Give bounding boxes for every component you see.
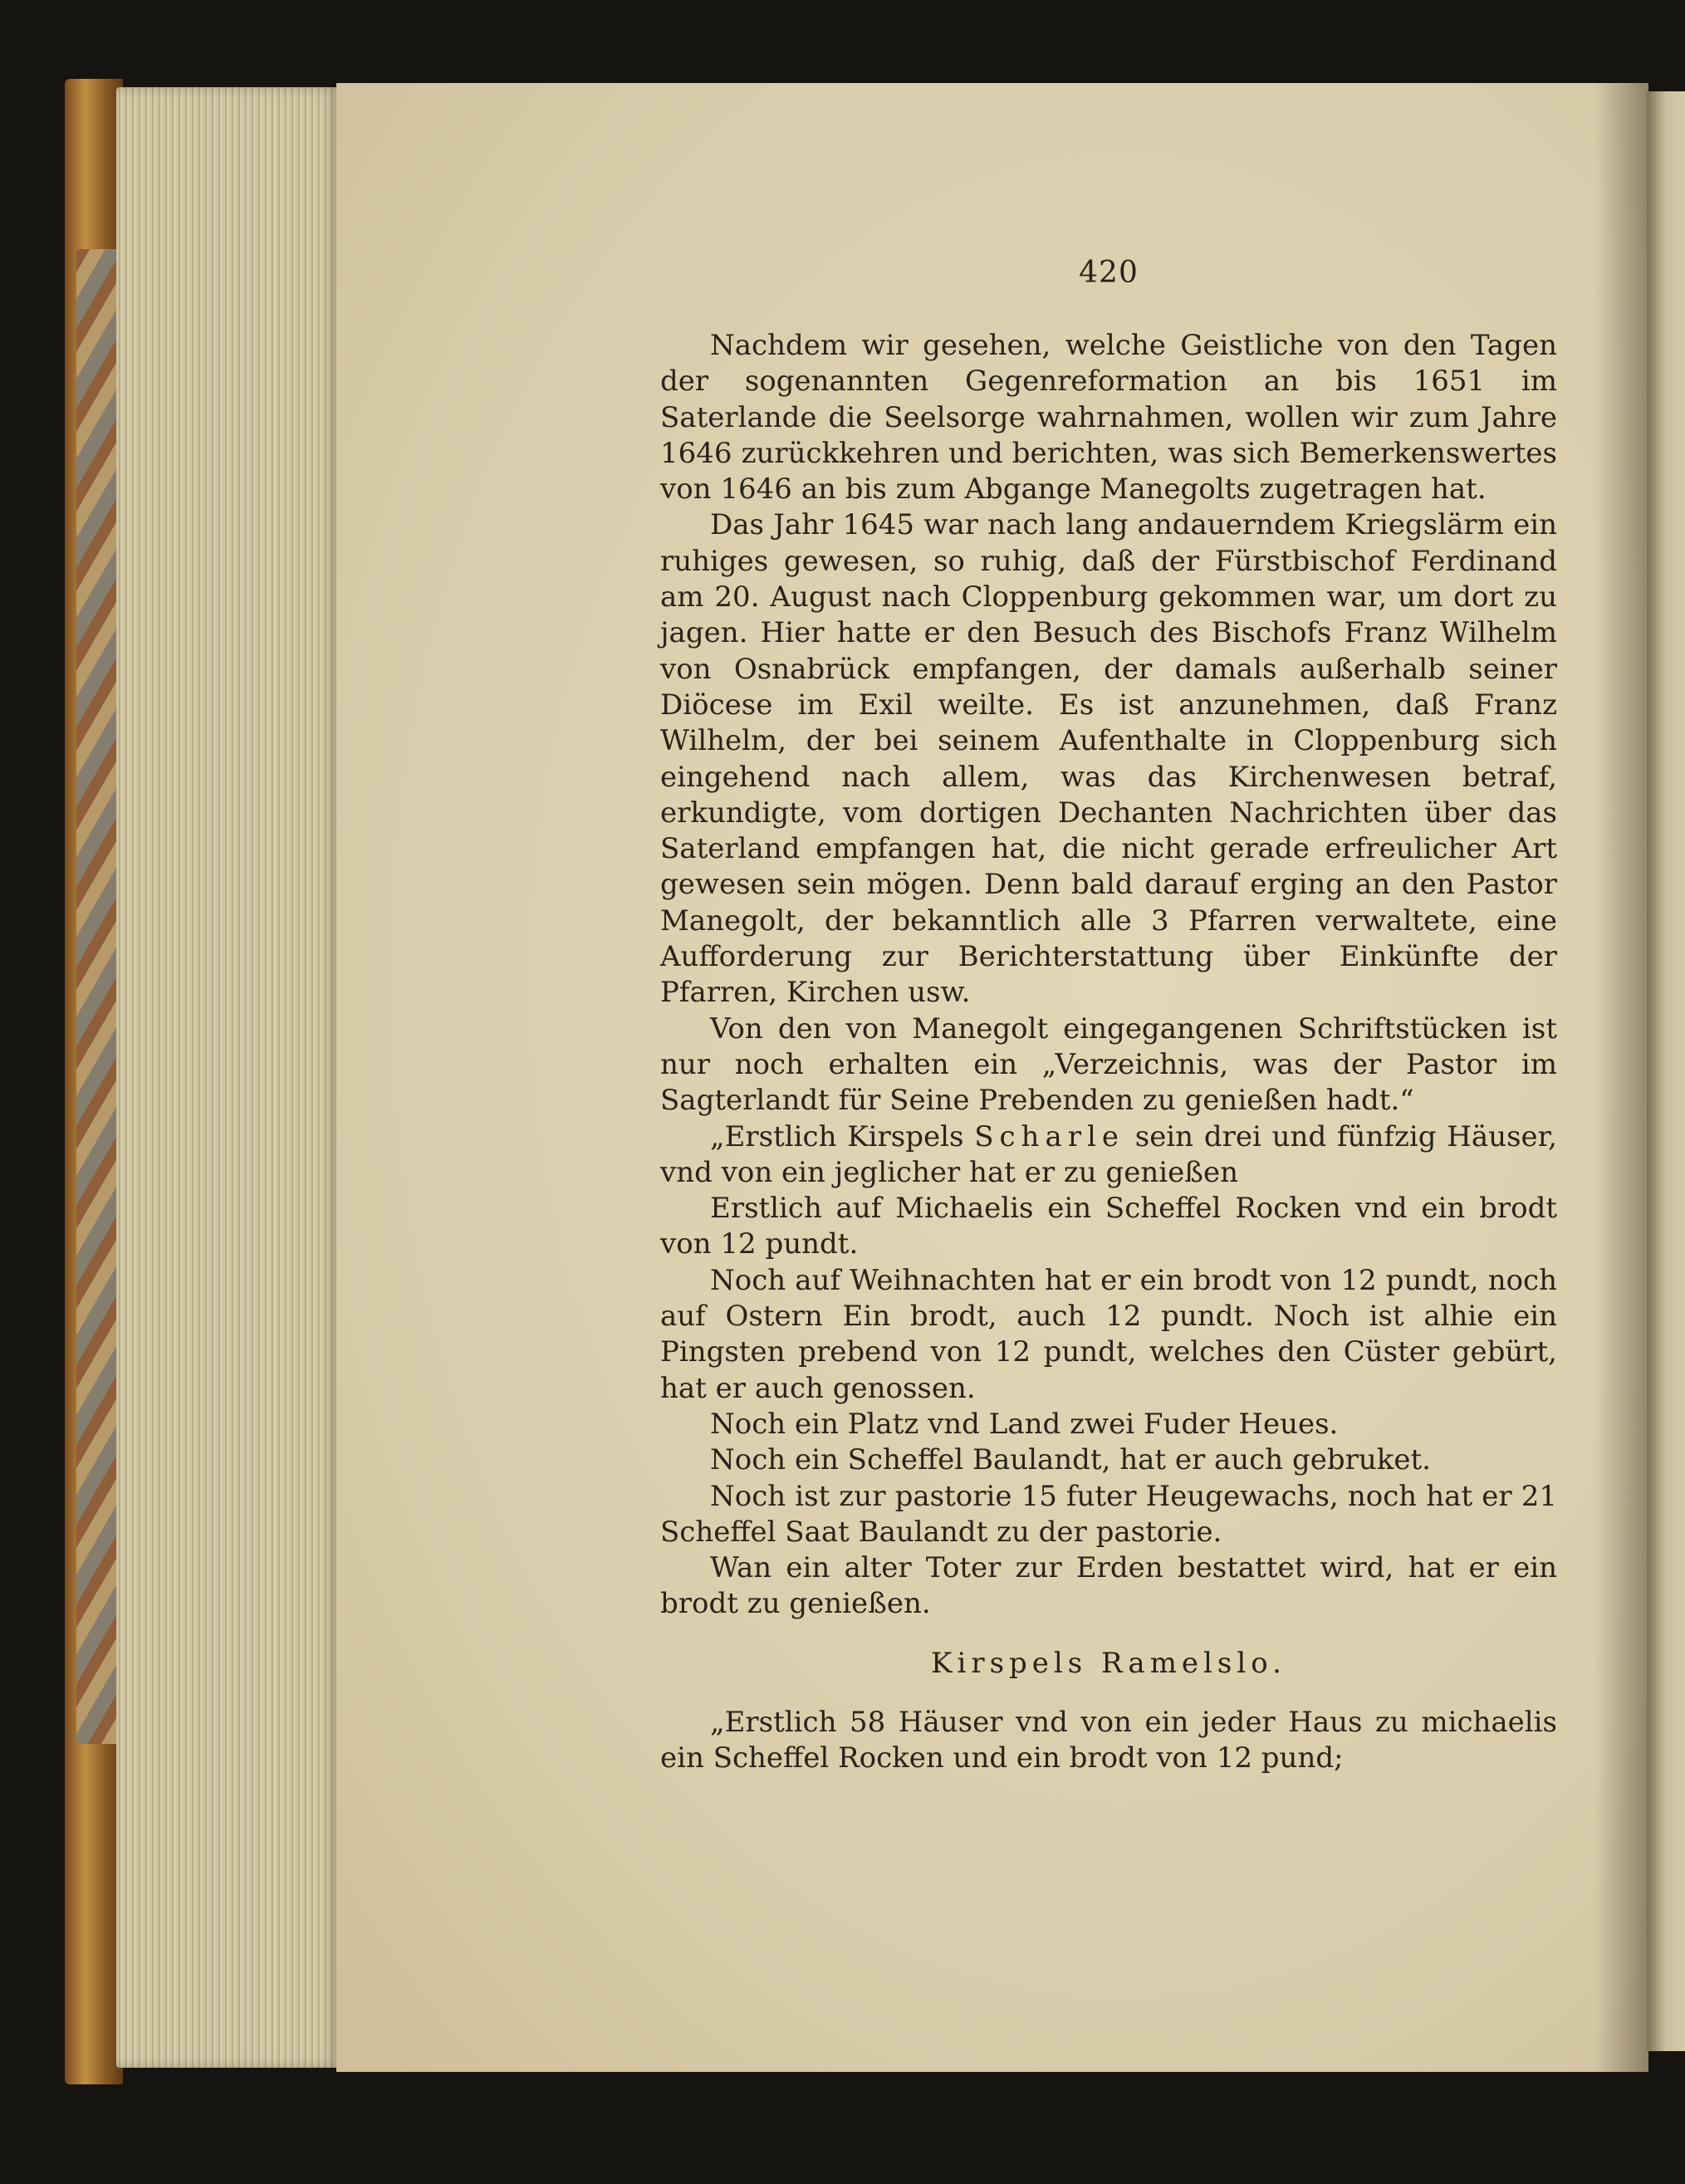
paragraph: Noch ein Scheffel Baulandt, hat er auch gebruket. [710, 1443, 1431, 1477]
paragraph-text: sein drei und fünfzig Häuser, vnd von ein jeglicher hat er zu genießen [660, 1119, 1557, 1189]
paragraph: Noch ein Platz vnd Land zwei Fuder Heues. [710, 1407, 1339, 1441]
place-name-spaced: Scharle [974, 1119, 1124, 1153]
paragraph: Von den von Manegolt eingegangenen Schriftstücken ist nur noch erhalten ein „Verzeichnis, was der Pastor im Sagterlandt für Seine Prebenden zu genießen hadt.“ [660, 1011, 1557, 1118]
paragraph: Noch auf Weihnachten hat er ein brodt von 12 pundt, noch auf Ostern Ein brodt, auch 12 pundt. Noch ist alhie ein Pingsten prebend von 12 pundt, welches den Cüster gebürt, hat er auch genossen. [660, 1263, 1557, 1405]
paragraph-text: „Erstlich Kirspels [710, 1119, 975, 1153]
section-heading: Kirspels Ramelslo. [931, 1646, 1286, 1680]
paragraph: Nachdem wir gesehen, welche Geistliche von den Tagen der sogenannten Gegenreformation an bis 1651 im Saterlande die Seelsorge wahrnahmen, wollen wir zum Jahre 1646 zurückkehren und berichten, was sich Bemerkenswertes von 1646 an bis zum Abgange Manegolts zugetragen hat. [660, 329, 1557, 507]
paragraph: Erstlich auf Michaelis ein Scheffel Rocken vnd ein brodt von 12 pundt. [660, 1192, 1557, 1261]
paragraph: „Erstlich 58 Häuser vnd von ein jeder Haus zu michaelis ein Scheffel Rocken und ein brodt von 12 pund; [660, 1705, 1557, 1775]
paragraph: Wan ein alter Toter zur Erden bestattet wird, hat er ein brodt zu genießen. [660, 1551, 1557, 1621]
paragraph [660, 1119, 1557, 1192]
page-edges-stack [116, 87, 340, 2068]
paragraph: Das Jahr 1645 war nach lang andauerndem Kriegslärm ein ruhiges gewesen, so ruhig, daß der Fürstbischof Ferdinand am 20. August nach Cloppenburg gekommen war, um dort zu jagen. Hier hatte er den Besuch des Bischofs Franz Wilhelm von Osnabrück empfangen, der damals außerhalb seiner Diöcese im Exil weilte. Es ist anzunehmen, daß Franz Wilhelm, der bei seinem Aufenthalte in Cloppenburg sich eingehend nach allem, was das Kirchenwesen betraf, erkundigte, vom dortigen Dechanten Nachrichten über das Saterland empfangen hat, die nicht gerade erfreulicher Art gewesen sein mögen. Denn bald darauf erging an den Pastor Manegolt, der bekanntlich alle 3 Pfarren verwaltete, eine Aufforderung zur Berichterstattung über Einkünfte der Pfarren, Kirchen usw. [660, 508, 1557, 1010]
gutter-shadow [1594, 83, 1648, 2072]
page-number: 420 [1079, 256, 1139, 290]
paragraph: Noch ist zur pastorie 15 futer Heugewachs, noch hat er 21 Scheffel Saat Baulandt zu der pastorie. [660, 1479, 1557, 1549]
body-text [660, 328, 1557, 1777]
facing-page-edge [1647, 91, 1685, 2051]
